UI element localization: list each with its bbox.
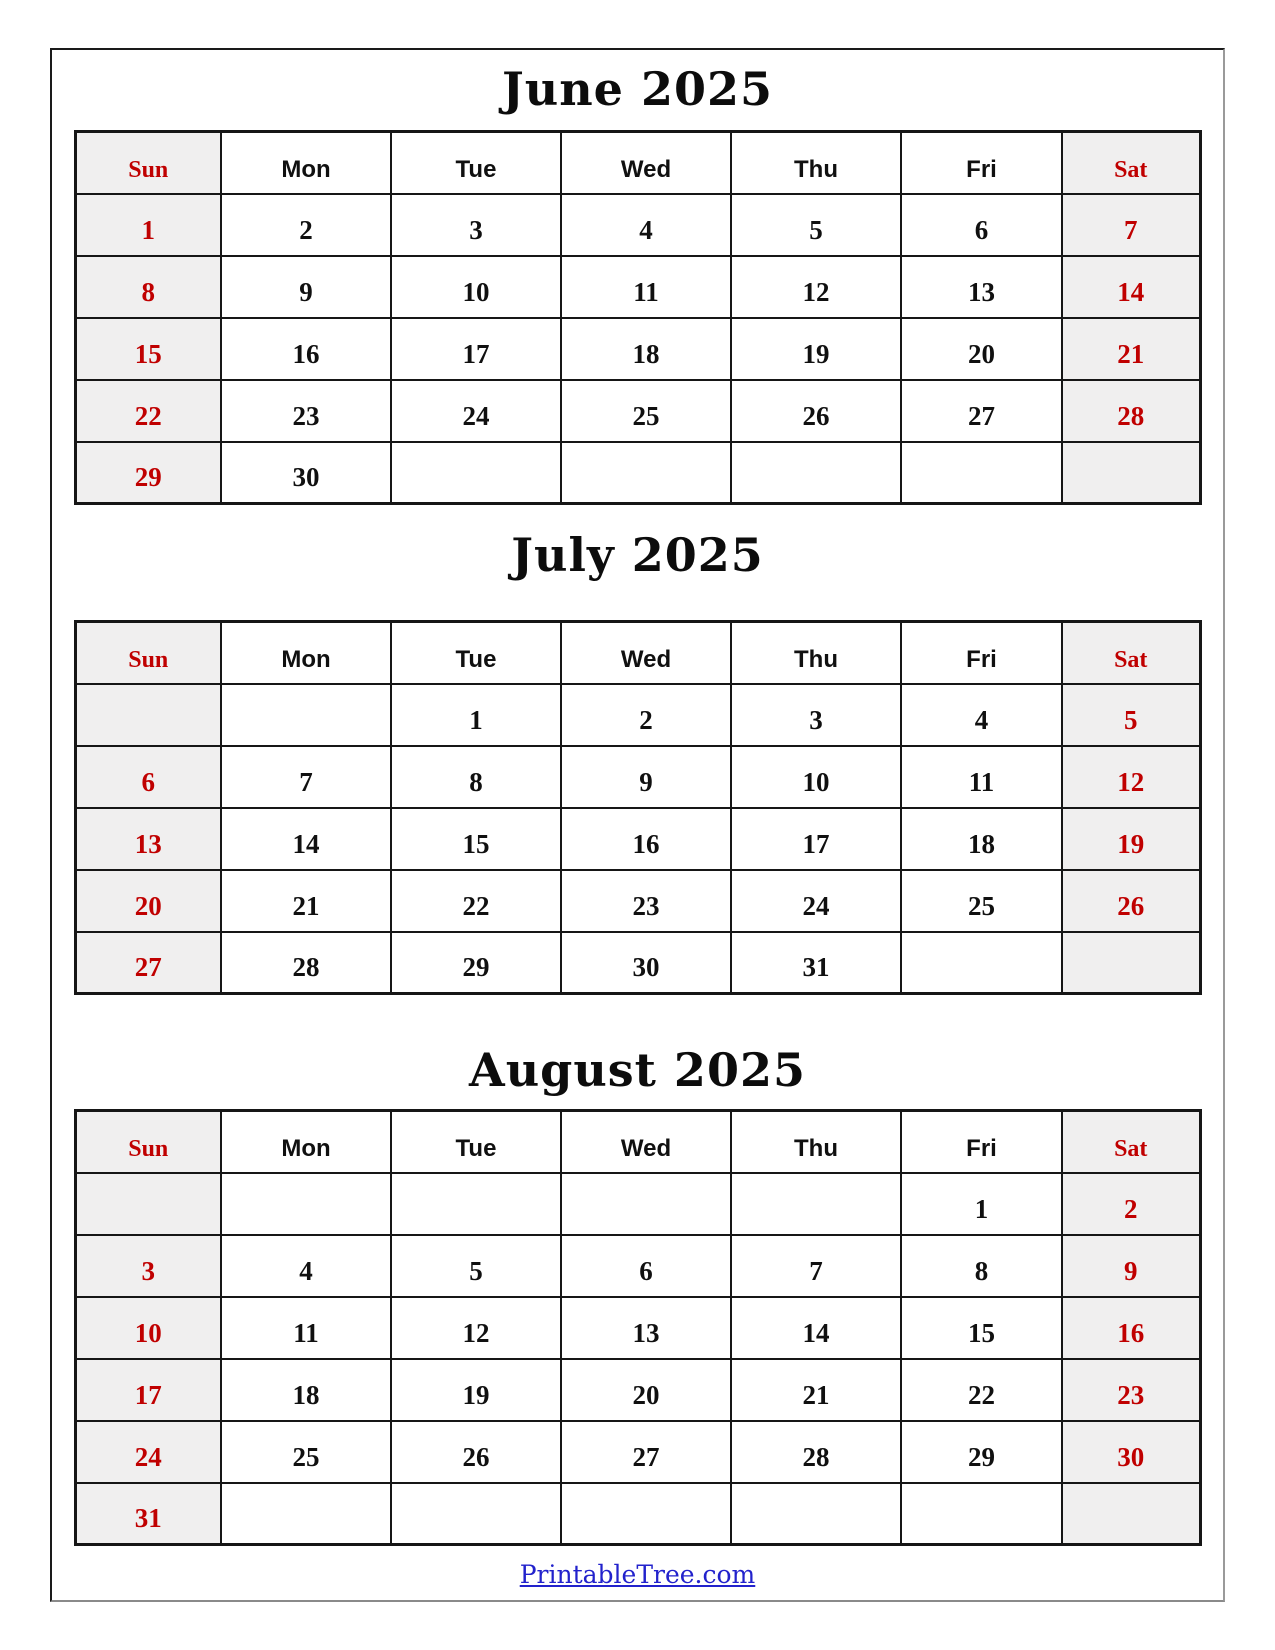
day-cell-4: 4 [221,1235,391,1297]
weekday-header-tue: Tue [391,1111,561,1173]
day-cell-23: 23 [221,380,391,442]
day-cell-1: 1 [901,1173,1062,1235]
day-cell-27: 27 [901,380,1062,442]
weekday-header-thu: Thu [731,622,901,684]
day-cell-empty [901,932,1062,994]
week-row [75,1359,1200,1421]
weekday-header-mon: Mon [221,622,391,684]
day-cell-30: 30 [221,442,391,504]
day-cell-27: 27 [75,932,221,994]
day-cell-24: 24 [391,380,561,442]
day-cell-20: 20 [561,1359,731,1421]
day-cell-27: 27 [561,1421,731,1483]
day-cell-22: 22 [75,380,221,442]
day-cell-20: 20 [75,870,221,932]
day-cell-9: 9 [1062,1235,1200,1297]
footer-site-link[interactable]: PrintableTree.com [519,1560,756,1589]
day-cell-2: 2 [561,684,731,746]
day-cell-5: 5 [731,194,901,256]
day-cell-2: 2 [221,194,391,256]
day-cell-empty [731,1483,901,1545]
day-cell-empty [1062,1483,1200,1545]
day-cell-28: 28 [731,1421,901,1483]
week-row [75,194,1200,256]
day-cell-6: 6 [901,194,1062,256]
day-cell-25: 25 [901,870,1062,932]
week-row [75,1297,1200,1359]
week-row [75,684,1200,746]
weekday-header-sun: Sun [75,622,221,684]
day-cell-8: 8 [391,746,561,808]
day-cell-19: 19 [1062,808,1200,870]
day-cell-10: 10 [731,746,901,808]
day-cell-17: 17 [75,1359,221,1421]
day-cell-6: 6 [561,1235,731,1297]
weekday-header-wed: Wed [561,622,731,684]
week-row [75,256,1200,318]
day-cell-empty [391,442,561,504]
weekday-header-thu: Thu [731,132,901,194]
day-cell-19: 19 [391,1359,561,1421]
week-row [75,1173,1200,1235]
day-cell-26: 26 [1062,870,1200,932]
day-cell-7: 7 [731,1235,901,1297]
day-cell-18: 18 [221,1359,391,1421]
day-cell-25: 25 [221,1421,391,1483]
day-cell-7: 7 [1062,194,1200,256]
day-cell-29: 29 [391,932,561,994]
week-row [75,808,1200,870]
weekday-header-mon: Mon [221,1111,391,1173]
day-cell-10: 10 [391,256,561,318]
day-cell-30: 30 [561,932,731,994]
day-cell-14: 14 [221,808,391,870]
day-cell-23: 23 [1062,1359,1200,1421]
week-row [75,1483,1200,1545]
week-row [75,380,1200,442]
week-row [75,318,1200,380]
day-cell-18: 18 [561,318,731,380]
weekday-header-sun: Sun [75,132,221,194]
day-cell-13: 13 [75,808,221,870]
day-cell-9: 9 [561,746,731,808]
day-cell-empty [221,684,391,746]
day-cell-28: 28 [1062,380,1200,442]
day-cell-11: 11 [901,746,1062,808]
weekday-header-sat: Sat [1062,622,1200,684]
weekday-header-wed: Wed [561,1111,731,1173]
day-cell-20: 20 [901,318,1062,380]
calendar-table-july [74,620,1202,995]
weekday-header-sat: Sat [1062,132,1200,194]
day-cell-4: 4 [561,194,731,256]
day-cell-5: 5 [391,1235,561,1297]
day-cell-empty [1062,442,1200,504]
week-row [75,932,1200,994]
day-cell-8: 8 [901,1235,1062,1297]
day-cell-empty [731,1173,901,1235]
day-cell-6: 6 [75,746,221,808]
weekday-header-fri: Fri [901,1111,1062,1173]
day-cell-26: 26 [731,380,901,442]
day-cell-empty [731,442,901,504]
week-row [75,746,1200,808]
day-cell-5: 5 [1062,684,1200,746]
day-cell-empty [1062,932,1200,994]
day-cell-14: 14 [1062,256,1200,318]
day-cell-empty [75,684,221,746]
week-row [75,1421,1200,1483]
day-cell-24: 24 [75,1421,221,1483]
day-cell-11: 11 [221,1297,391,1359]
month-title-august: August 2025 [469,1043,806,1097]
weekday-header-tue: Tue [391,132,561,194]
day-cell-24: 24 [731,870,901,932]
day-cell-21: 21 [221,870,391,932]
day-cell-19: 19 [731,318,901,380]
week-row [75,1235,1200,1297]
weekday-header-fri: Fri [901,132,1062,194]
day-cell-16: 16 [1062,1297,1200,1359]
day-cell-13: 13 [901,256,1062,318]
day-cell-9: 9 [221,256,391,318]
weekday-header-thu: Thu [731,1111,901,1173]
day-cell-3: 3 [75,1235,221,1297]
day-cell-29: 29 [75,442,221,504]
weekday-header-mon: Mon [221,132,391,194]
day-cell-16: 16 [561,808,731,870]
day-cell-10: 10 [75,1297,221,1359]
day-cell-17: 17 [731,808,901,870]
day-cell-26: 26 [391,1421,561,1483]
day-cell-13: 13 [561,1297,731,1359]
day-cell-23: 23 [561,870,731,932]
day-cell-3: 3 [391,194,561,256]
day-cell-empty [561,442,731,504]
month-title-june: June 2025 [502,62,773,116]
day-cell-31: 31 [731,932,901,994]
day-cell-empty [561,1483,731,1545]
day-cell-21: 21 [731,1359,901,1421]
day-cell-4: 4 [901,684,1062,746]
day-cell-22: 22 [901,1359,1062,1421]
weekday-header-sun: Sun [75,1111,221,1173]
day-cell-16: 16 [221,318,391,380]
day-cell-2: 2 [1062,1173,1200,1235]
day-cell-30: 30 [1062,1421,1200,1483]
day-cell-1: 1 [391,684,561,746]
week-row [75,442,1200,504]
weekday-header-tue: Tue [391,622,561,684]
day-cell-25: 25 [561,380,731,442]
weekday-header-wed: Wed [561,132,731,194]
weekday-header-fri: Fri [901,622,1062,684]
day-cell-18: 18 [901,808,1062,870]
day-cell-3: 3 [731,684,901,746]
day-cell-8: 8 [75,256,221,318]
day-cell-empty [75,1173,221,1235]
calendar-page [50,48,1225,1602]
day-cell-empty [561,1173,731,1235]
day-cell-29: 29 [901,1421,1062,1483]
day-cell-empty [901,1483,1062,1545]
day-cell-12: 12 [391,1297,561,1359]
day-cell-21: 21 [1062,318,1200,380]
day-cell-empty [221,1483,391,1545]
month-title-july: July 2025 [511,528,764,582]
weekday-header-sat: Sat [1062,1111,1200,1173]
day-cell-31: 31 [75,1483,221,1545]
day-cell-28: 28 [221,932,391,994]
day-cell-empty [221,1173,391,1235]
footer [52,1560,1223,1589]
day-cell-11: 11 [561,256,731,318]
day-cell-15: 15 [901,1297,1062,1359]
day-cell-empty [391,1173,561,1235]
calendar-table-august [74,1109,1202,1546]
week-row [75,870,1200,932]
day-cell-12: 12 [1062,746,1200,808]
day-cell-empty [901,442,1062,504]
day-cell-12: 12 [731,256,901,318]
day-cell-15: 15 [391,808,561,870]
calendar-table-june [74,130,1202,505]
day-cell-14: 14 [731,1297,901,1359]
day-cell-17: 17 [391,318,561,380]
day-cell-22: 22 [391,870,561,932]
day-cell-15: 15 [75,318,221,380]
day-cell-7: 7 [221,746,391,808]
day-cell-1: 1 [75,194,221,256]
day-cell-empty [391,1483,561,1545]
